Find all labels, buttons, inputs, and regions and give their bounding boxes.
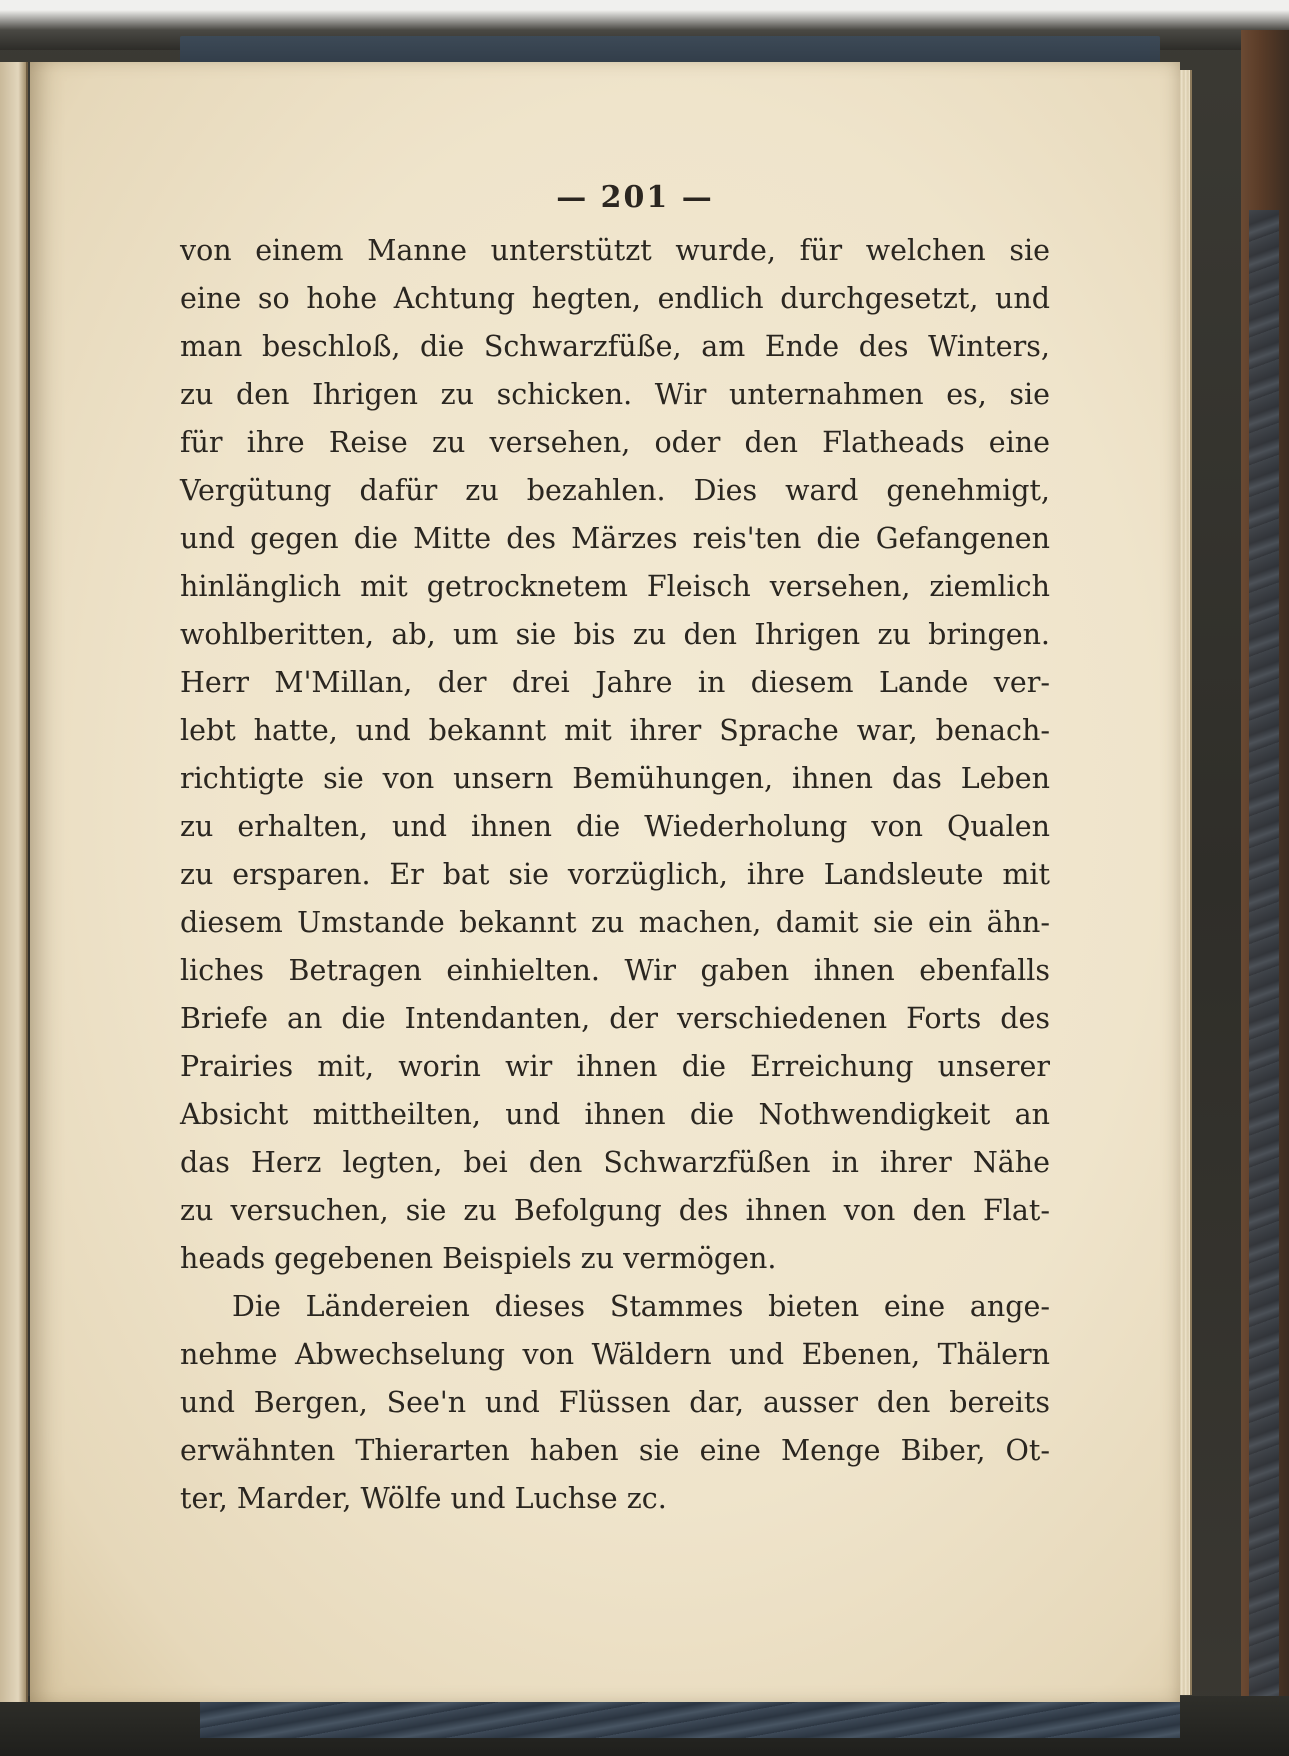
cover-marbled-board: [1249, 210, 1279, 1710]
text-line: Prairies mit, worin wir ihnen die Erreichung unserer: [180, 1050, 1050, 1083]
text-line: und Bergen, See'n und Flüssen dar, ausser den bereits: [180, 1386, 1050, 1419]
text-line: eine so hohe Achtung hegten, endlich durchgesetzt, und: [180, 282, 1050, 315]
text-line: diesem Umstande bekannt zu machen, damit sie ein ähn-: [180, 906, 1050, 939]
text-line: liches Betragen einhielten. Wir gaben ihnen ebenfalls: [180, 954, 1050, 987]
text-line: für ihre Reise zu versehen, oder den Flatheads eine: [180, 426, 1050, 459]
cover-bottom-band: [200, 1702, 1180, 1738]
text-line: von einem Manne unterstützt wurde, für welchen sie: [180, 234, 1050, 267]
text-line: zu ersparen. Er bat sie vorzüglich, ihre Landsleute mit: [180, 858, 1050, 891]
text-line: das Herz legten, bei den Schwarzfüßen in ihrer Nähe: [180, 1146, 1050, 1179]
text-line: zu erhalten, und ihnen die Wiederholung von Qualen: [180, 810, 1050, 843]
facing-page-edge: [0, 62, 28, 1702]
text-line: Briefe an die Intendanten, der verschiedenen Forts des: [180, 1002, 1050, 1035]
text-line: heads gegebenen Beispiels zu vermögen.: [180, 1242, 777, 1275]
text-line: zu den Ihrigen zu schicken. Wir unternahmen es, sie: [180, 378, 1050, 411]
text-line: lebt hatte, und bekannt mit ihrer Sprache war, benach-: [180, 714, 1050, 747]
body-text: [180, 227, 1050, 1523]
text-line: Vergütung dafür zu bezahlen. Dies ward genehmigt,: [180, 474, 1050, 507]
text-line: hinlänglich mit getrocknetem Fleisch versehen, ziemlich: [180, 570, 1050, 603]
text-line: richtigte sie von unsern Bemühungen, ihnen das Leben: [180, 762, 1050, 795]
text-line: nehme Abwechselung von Wäldern und Ebenen, Thälern: [180, 1338, 1050, 1371]
text-line: wohlberitten, ab, um sie bis zu den Ihrigen zu bringen.: [180, 618, 1050, 651]
text-line: Absicht mittheilten, und ihnen die Nothwendigkeit an: [180, 1098, 1050, 1131]
page-number: — 201 —: [556, 180, 714, 215]
text-line: zu versuchen, sie zu Befolgung des ihnen von den Flat-: [180, 1194, 1050, 1227]
text-line: erwähnten Thierarten haben sie eine Menge Biber, Ot-: [180, 1434, 1050, 1467]
paragraph: [180, 227, 1050, 1283]
text-line: ter, Marder, Wölfe und Luchse zc.: [180, 1482, 667, 1515]
text-line: man beschloß, die Schwarzfüße, am Ende des Winters,: [180, 330, 1050, 363]
book-page: [30, 62, 1180, 1702]
text-line: und gegen die Mitte des Märzes reis'ten die Gefangenen: [180, 522, 1050, 555]
text-line: Herr M'Millan, der drei Jahre in diesem Lande ver-: [180, 666, 1050, 699]
paragraph: [180, 1283, 1050, 1523]
text-line: Die Ländereien dieses Stammes bieten eine ange-: [232, 1290, 1050, 1323]
